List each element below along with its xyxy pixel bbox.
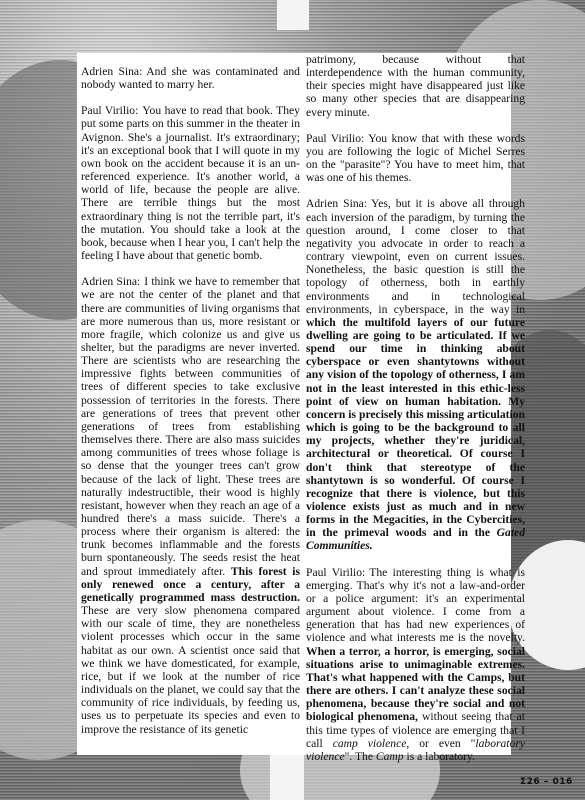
left-column: [81, 65, 300, 749]
page-folio: Σ26 – 016: [520, 777, 573, 787]
background-bar-top: [277, 0, 309, 30]
speaker-name: Paul Virilio:: [306, 131, 365, 145]
body-text: The interesting thing is what is emerging. That's why it's not a law-and-order or a police argument: it's an experimental argument about violence. I come from a generation that has had new experiences of violence and what interests me is the novelty.: [306, 565, 525, 645]
dialogue-paragraph: [81, 275, 300, 735]
body-text: Yes, but it is above all through each inversion of the paradigm, by turning the question around, I come closer to that negativity you advocate in order to reach a contrary viewpoint, even on current issues. Nonetheless, the basic question is still the topology of otherness, both in earthly environments and in technological environments, in cyberspace, in the way in: [306, 197, 525, 316]
body-text: Camp: [375, 749, 404, 763]
emphasized-text: When a terror, a horror, is emerging, social situations arise to unimaginable extremes. That's what happened with the Camps, but there are others. I can't analyze these social phenomena, because they're social and not biological phenomena,: [306, 644, 525, 724]
body-text: laboratory violence: [306, 736, 525, 763]
background-bar-bottom: [270, 752, 304, 800]
body-text: You have to read that book. They put some parts on this summer in the theater in Avignon. She's a journalist. It's extraordinary; it's an exceptional book that I will quote in my own book on the accident because it is an un-referenced experience. It's another world, a world of life, because the people are alive. There are terrible things but the most extraordinary thing is not the terrible part, it's the mutation. You should take a look at the book, because when I hear you, I can't help the feeling I have about that genetic bomb.: [81, 104, 300, 263]
body-text: without seeing that at this time types of violence are emerging that I call: [306, 710, 525, 750]
body-text: ". The: [344, 749, 376, 763]
speaker-name: Adrien Sina:: [306, 197, 368, 211]
body-text: You know that with these words you are following the logic of Michel Serres on the "parasite"? You have to meet him, that was one of his themes.: [306, 131, 525, 185]
body-text: is a laboratory.: [403, 749, 475, 763]
dialogue-paragraph: [81, 104, 300, 262]
text-panel: [77, 53, 525, 763]
body-text: patrimony, because without that interdependence with the human community, their species might have disappeared just like so many other species that are disappearing every minute.: [306, 53, 525, 119]
dialogue-paragraph: [306, 132, 525, 185]
emphasized-text: This forest is only renewed once a century, after a genetically programmed mass destruction.: [81, 564, 301, 604]
body-text: And she was contaminated and nobody wanted to marry her.: [81, 65, 300, 92]
speaker-name: Adrien Sina:: [81, 65, 143, 78]
dialogue-paragraph: [306, 197, 525, 552]
speaker-name: Paul Virilio:: [81, 104, 139, 118]
right-column: [306, 53, 525, 776]
dialogue-paragraph: [306, 53, 525, 119]
body-text: These are very slow phenomena compared with our scale of time, they are nonetheless violent processes which occur in the same habitat as our own. A scientist once said that we think we have domesticated, for example, rice, but if we look at the number of rice individuals on the planet, we could say that the community of rice individuals, by feeding us, uses us to perpetuate its species and even to improve the resistance of its genetic: [81, 604, 300, 736]
dialogue-paragraph: [81, 65, 300, 91]
emphasized-text: Gated Communities.: [306, 526, 525, 553]
dialogue-paragraph: [306, 566, 525, 763]
speaker-name: Paul Virilio:: [306, 565, 366, 579]
body-text: , or even ": [406, 736, 476, 750]
body-text: I think we have to remember that we are not the center of the planet and that there are communities of living organisms that are more numerous than us, more resistant or more fragile, which colonize us and give us shelter, but the paradigms are never inverted. There are scientists who are researching the impressive fights between communities of trees of different species to take exclusive possession of territories in the forests. There are generations of trees that prevent other generations of trees from establishing themselves there. There are also mass suicides among communities of trees whose foliage is so dense that the younger trees can't grow because of the lack of light. These trees are naturally indestructible, their wood is highly resistant, however when they reach an age of a hundred there's a mass suicide. There's a process where their organism is altered: the trunk becomes inflammable and the forests burn spontaneously. The seeds resist the heat and sprout immediately after.: [81, 275, 300, 578]
body-text: camp violence: [332, 736, 407, 750]
emphasized-text: which the multifold layers of our future dwelling are going to be articulated. If we spend our time in thinking about cyberspace or even shantytowns without any vision of the topology of otherness, I am not in the least interested in this ethic-less point of view on human habitation. My concern is precisely this missing articulation which is going to be the background to all my projects, whether they're juridical, architectural or theoretical. Of course I don't think that stereotype of the shantytown is so wonderful. Of course I recognize that there is violence, but this violence exists just as much and in new forms in the Megacities, in the Cybercities, in the primeval woods and in the: [306, 315, 525, 540]
speaker-name: Adrien Sina:: [81, 275, 141, 289]
